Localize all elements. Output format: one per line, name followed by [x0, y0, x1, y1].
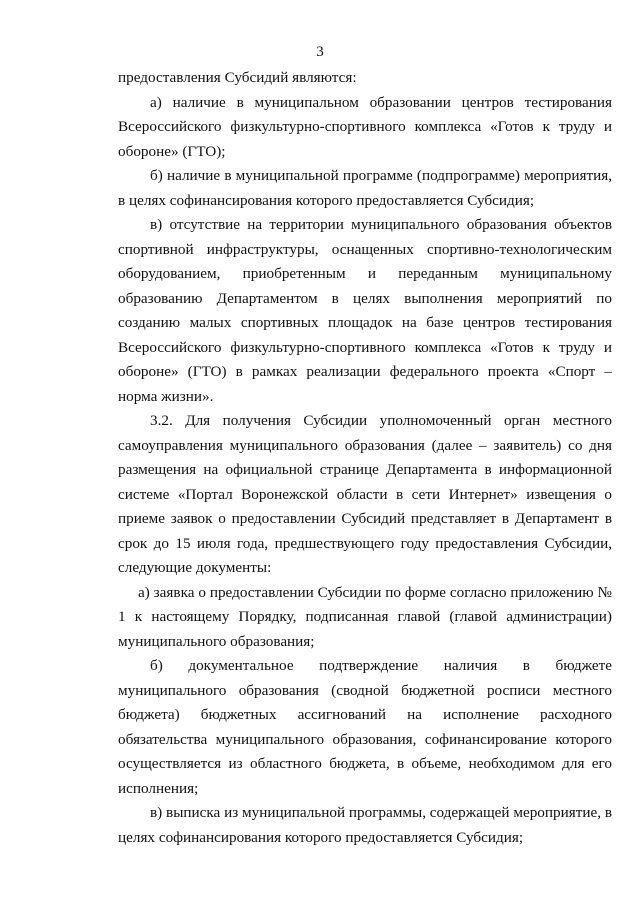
- paragraph-doc-v-extract: в) выписка из муниципальной программы, содержащей мероприятие, в целях софинансирования которого предоставляется Субсидия;: [118, 804, 612, 846]
- paragraph-item-b-program: б) наличие в муниципальной программе (подпрограмме) мероприятия, в целях софинансирования которого предоставляется Субсидия;: [118, 167, 612, 209]
- paragraph-continuation: предоставления Субсидий являются:: [118, 69, 357, 86]
- paragraph-doc-b-budget: б) документальное подтверждение наличия в бюджете муниципального образования (сводной бюджетной росписи местного бюджета) бюджетных ассигнований на исполнение расходного обязательства муниципального образования, софинансирование которого осуществляется из областного бюджета, в объеме, необходимом для его исполнения;: [118, 657, 612, 797]
- paragraph-item-v-infrastructure: в) отсутствие на территории муниципального образования объектов спортивной инфраструктуры, оснащенных спортивно-технологическим оборудованием, приобретенным и переданным муниципальному образованию Департаментом в целях выполнения мероприятий по созданию малых спортивных площадок на базе центров тестирования Всероссийского физкультурно-спортивного комплекса «Готов к труду и обороне» (ГТО) в рамках реализации федерального проекта «Спорт – норма жизни».: [118, 216, 612, 405]
- document-body: [118, 66, 612, 850]
- page-number: 3: [316, 44, 324, 60]
- paragraph-doc-a-application: а) заявка о предоставлении Субсидии по форме согласно приложению № 1 к настоящему Порядку, подписанная главой (главой администрации) муниципального образования;: [118, 583, 612, 650]
- paragraph-item-a-centers: а) наличие в муниципальном образовании центров тестирования Всероссийского физкультурно-спортивного комплекса «Готов к труду и обороне» (ГТО);: [118, 93, 612, 160]
- paragraph-section-3-2: 3.2. Для получения Субсидии уполномоченный орган местного самоуправления муниципального образования (далее – заявитель) со дня размещения на официальной странице Департамента в информационной системе «Портал Воронежской области в сети Интернет» извещения о приеме заявок о предоставлении Субсидий представляет в Департамент в срок до 15 июля года, предшествующего году предоставления Субсидии, следующие документы:: [118, 412, 612, 576]
